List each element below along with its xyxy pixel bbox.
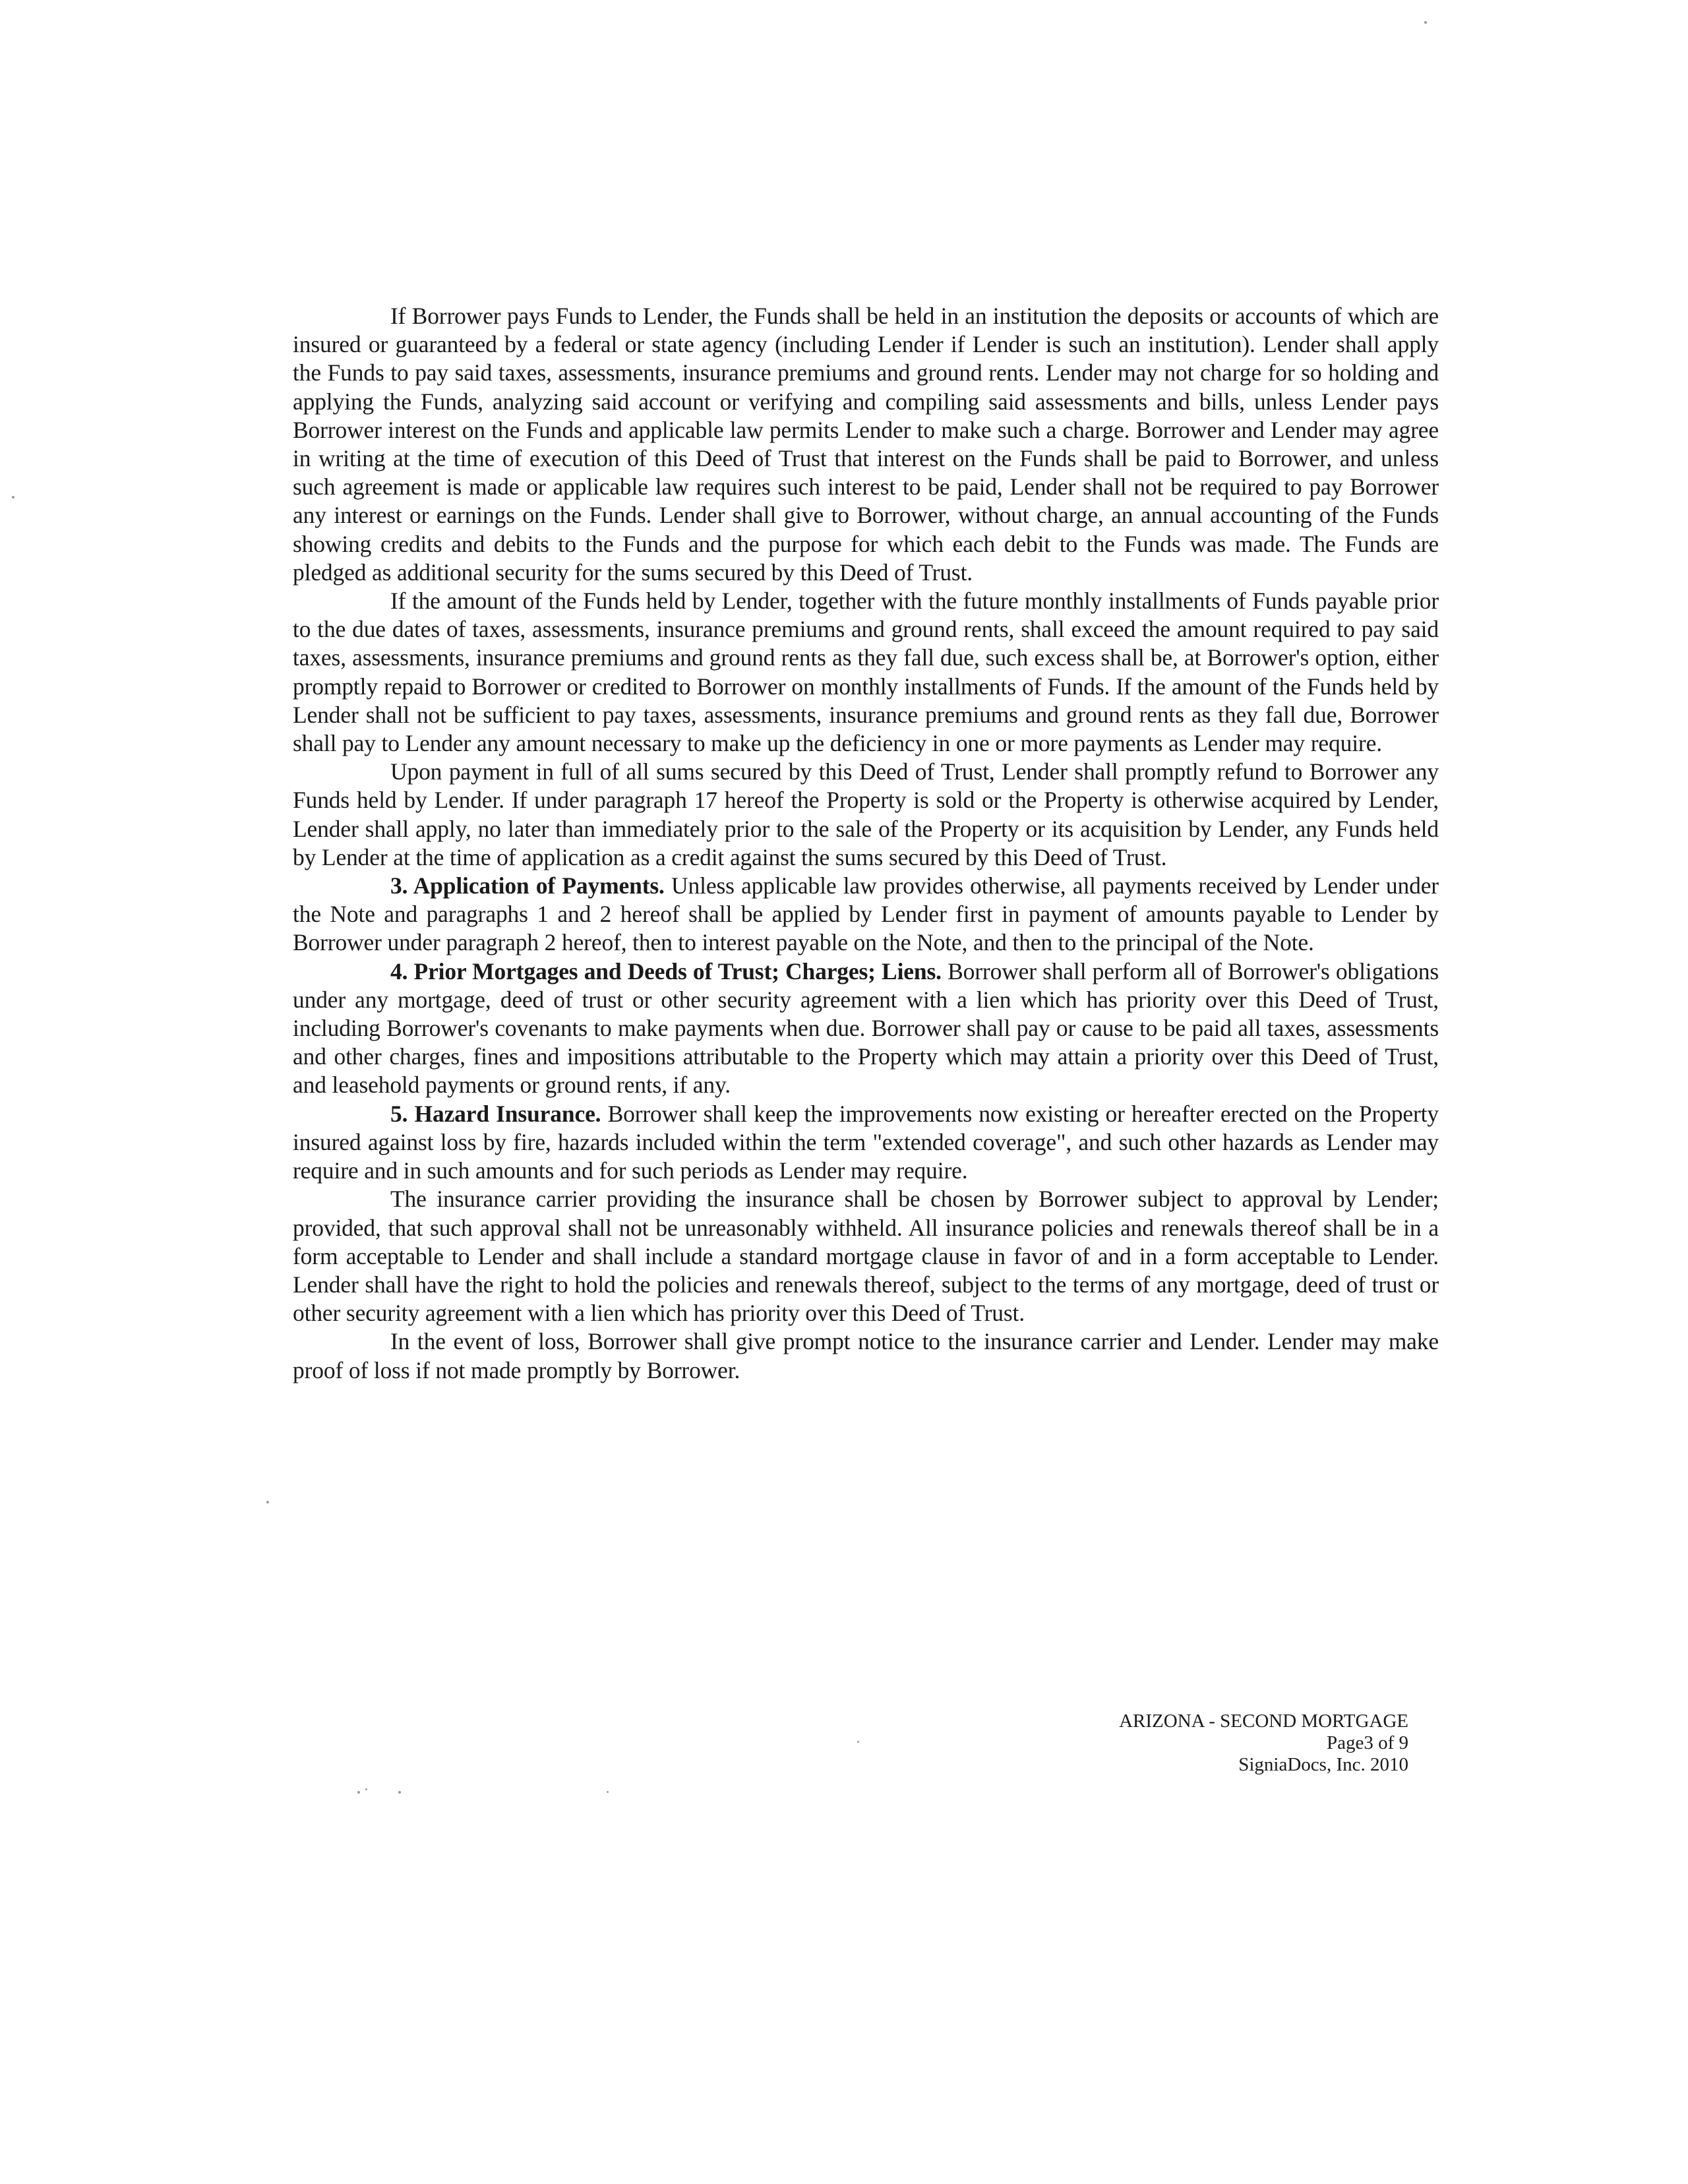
paragraph-funds-held [293,302,1439,587]
scan-speck [857,1741,859,1743]
scan-speck [607,1791,609,1793]
paragraph-text: Borrower shall perform all of Borrower's obligations under any mortgage, deed of trust or other security agreement with a lien which has priority over this Deed of Trust, including Borrower's covenants to make payments when due. Borrower shall pay or cause to be paid all taxes, assessments and other charges, fines and impositions attributable to the Property which may attain a priority over this Deed of Trust, and leasehold payments or ground rents, if any. [293,957,1439,1099]
paragraph-text: If Borrower pays Funds to Lender, the Funds shall be held in an institution the deposits or accounts of which are insured or guaranteed by a federal or state agency (including Lender if Lender is such an institution). Lender shall apply the Funds to pay said taxes, assessments, insurance premiums and ground rents. Lender may not charge for so holding and applying the Funds, analyzing said account or verifying and compiling said assessments and bills, unless Lender pays Borrower interest on the Funds and applicable law permits Lender to make such a charge. Borrower and Lender may agree in writing at the time of execution of this Deed of Trust that interest on the Funds shall be paid to Borrower, and unless such agreement is made or applicable law requires such interest to be paid, Lender shall not be required to pay Borrower any interest or earnings on the Funds. Lender shall give to Borrower, without charge, an annual accounting of the Funds showing credits and debits to the Funds and the purpose for which each debit to the Funds was made. The Funds are pledged as additional security for the sums secured by this Deed of Trust. [293,303,1439,586]
section-heading-prior-mortgages: 4. Prior Mortgages and Deeds of Trust; Charges; Liens. [390,957,942,985]
page-footer [1119,1711,1408,1776]
scan-speck [1424,21,1427,24]
scan-speck [398,1791,401,1794]
paragraph-application-of-payments [293,872,1439,957]
paragraph-insurance-carrier [293,1185,1439,1327]
paragraph-text: Upon payment in full of all sums secured by this Deed of Trust, Lender shall promptly refund to Borrower any Funds held by Lender. If under paragraph 17 hereof the Property is sold or the Property is otherwise acquired by Lender, Lender shall apply, no later than immediately prior to the sale of the Property or its acquisition by Lender, any Funds held by Lender at the time of application as a credit against the sums secured by this Deed of Trust. [293,758,1439,870]
paragraph-event-of-loss [293,1327,1439,1384]
paragraph-prior-mortgages [293,957,1439,1100]
footer-page-number: Page3 of 9 [1326,1732,1408,1753]
section-heading-hazard-insurance: 5. Hazard Insurance. [390,1100,601,1127]
section-heading-application-of-payments: 3. Application of Payments. [390,872,665,899]
paragraph-hazard-insurance [293,1100,1439,1186]
scan-speck [266,1501,269,1503]
footer-publisher: SigniaDocs, Inc. 2010 [1238,1754,1408,1775]
footer-form-name: ARIZONA - SECOND MORTGAGE [1119,1711,1408,1732]
paragraph-text: The insurance carrier providing the insurance shall be chosen by Borrower subject to approval by Lender; provided, that such approval shall not be unreasonably withheld. All insurance policies and renewals thereof shall be in a form acceptable to Lender and shall include a standard mortgage clause in favor of and in a form acceptable to Lender. Lender shall have the right to hold the policies and renewals thereof, subject to the terms of any mortgage, deed of trust or other security agreement with a lien which has priority over this Deed of Trust. [293,1186,1439,1327]
paragraph-text: Unless applicable law provides otherwise, all payments received by Lender under the Note and paragraphs 1 and 2 hereof shall be applied by Lender first in payment of amounts payable to Lender by Borrower under paragraph 2 hereof, then to interest payable on the Note, and then to the principal of the Note. [293,872,1439,956]
paragraph-text: Borrower shall keep the improvements now existing or hereafter erected on the Property insured against loss by fire, hazards included within the term "extended coverage", and such other hazards as Lender may require and in such amounts and for such periods as Lender may require. [293,1100,1439,1184]
scan-speck [365,1788,367,1790]
paragraph-text: If the amount of the Funds held by Lender, together with the future monthly installments of Funds payable prior to the due dates of taxes, assessments, insurance premiums and ground rents, shall exceed the amount required to pay said taxes, assessments, insurance premiums and ground rents as they fall due, such excess shall be, at Borrower's option, either promptly repaid to Borrower or credited to Borrower on monthly installments of Funds. If the amount of the Funds held by Lender shall not be sufficient to pay taxes, assessments, insurance premiums and ground rents as they fall due, Borrower shall pay to Lender any amount necessary to make up the deficiency in one or more payments as Lender may require. [293,588,1439,757]
paragraph-funds-refund [293,758,1439,872]
paragraph-funds-excess [293,587,1439,758]
document-body [293,302,1439,1385]
scan-speck [12,496,15,499]
scan-speck [357,1791,360,1794]
paragraph-text: In the event of loss, Borrower shall give prompt notice to the insurance carrier and Lender. Lender may make proof of loss if not made promptly by Borrower. [293,1328,1439,1383]
